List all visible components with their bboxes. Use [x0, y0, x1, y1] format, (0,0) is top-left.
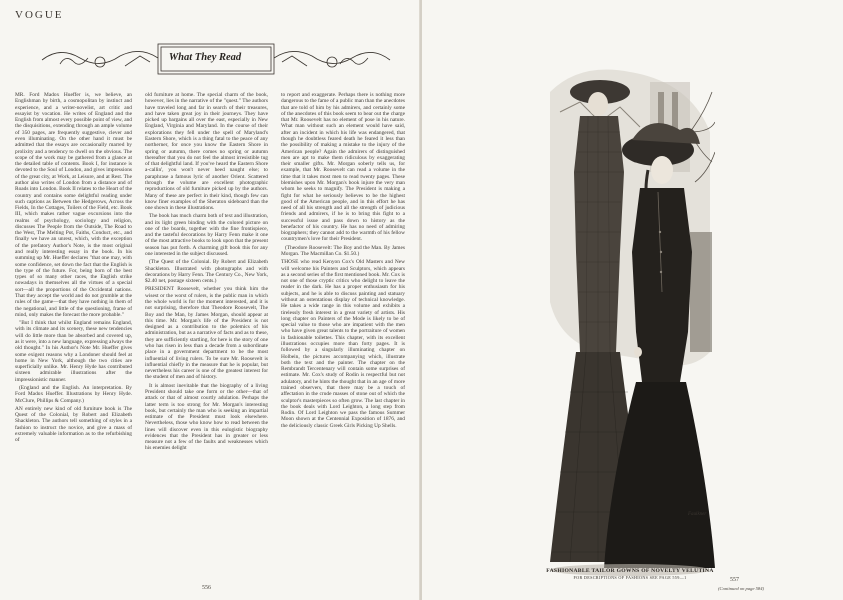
book-credit: (England and the English. An interpretation. By Ford Madox Hueffer. Illustrations by Henry Hyde. McClure, Phillips & Company.) [15, 384, 132, 404]
book-credit: (Theodore Roosevelt: The Boy and the Man. By James Morgan. The Macmillan Co. $1.50.) [281, 244, 405, 258]
column-2 [145, 92, 268, 562]
paragraph: MR. Ford Madox Hueffer is, we believe, an Englishman by birth, a cosmopolitan by instinct and experience, and a writer-novelist, art critic and essayist by vocation. He writes of England and the English from almost every possible point of view, and the disquisitions, extending through an ample volume of 350 pages, are frequently suggestive, clever and even illuminating. On the other hand it must be admitted that the essays are occasionally marred by prolixity and a tendency to dwell on the obvious. The scope of the work may be gathered from a glance at the detailed table of contents. Book I, for instance is devoted to the Soul of London, and gives impressions of the great city, at Work, at Leisure, and at Rest. The author also writes of London from a distance and of Roads into London. Book II relates to the Heart of the country and contains some delightful reading under such captions as Between the Hedgerows, Across the Fields, In the Cottages, Toilers of the Field, etc. Book III, which makes rather vague excursions into the realms of psychology, sociology and religion, discusses The People from the Outside, The Road to the West, The Melting Pot, Faiths, Conduct, etc., and finally we have an unrest, which, with the exception of the prefatory Author's Note, is the most original and really interesting essay in the book. In his summing up Mr. Hueffer declares "that one may, with some confidence, set down the fact that the English is the type of the future. For, being born of the best types of so many other races, the English strike nowadays in themselves all the virtues of a special sort—all the proportions of the Occidental nations. That they accept the world and do not grumble at the rules of the game—that they have nothing in them of the negational, and little of the questioning, frame of mind, only makes the forecast the more probable." [15, 92, 132, 318]
continued-note: (Continued on page 584) [718, 586, 765, 591]
left-page [0, 0, 420, 600]
paragraph: to report and exaggerate. Perhaps there is nothing more dangerous to the fame of a public man than the anecdotes that are told of him by his admirers, and certainly some of the anecdotes of this book seem to bear out the charge that Mr. Roosevelt has no element of pose in his nature. What man without such an element would have said, after an incident in which his life was endangered, that though he doubtless feared death he feared it less than the possibility of making a mistake to the injury of the American people? Again the admirers of distinguished men are apt to make them ridiculous by exaggerating their smaller gifts. Mr. Morgan soberly tells us, for example, that Mr. Roosevelt can read a volume in the time that it takes most men to read twenty pages. These blemishes upon Mr. Morgan's book injure the very man whom he seeks to magnify. The President is making a fight for what he seriously believes to be the highest good of the American people, and in this effort he has need of all his strength and all the strength of judicious friends and admirers, if he is to bring this fight to a successful issue and pass down to history as the benefactor of his country. He has no need of admiring biographers; they cannot add to the warmth of his fellow countrymen's love for their President. [281, 92, 405, 243]
section-title: What They Read [168, 52, 242, 63]
paragraph: old furniture at home. The special charm of the book, however, lies in the narrative of the "quest." The authors have traveled long and far in search of their treasures, and have taken great joy in their journeys. They have picked up bargains all over the east, especially in New England, Virginia and Maryland. In the course of their explorations they fell under the spell of Maryland's Eastern Shore, which is a thing fatal to the peace of any northerner, for once you know the Eastern Shore in spring or autumn, there comes no spring or autumn thereafter that you do not feel the almost irresistible tug of that delightful land. If you've heard the Eastern Shore a-callin', you won't never heed naught else; to paraphrase a famous lyric of another Orient. Scattered through the volume are excellent photographic reproductions of old furniture picked up by the authors. Many of these are perfect in their kind, though few can know finer examples of the Sheraton sideboard than the one shown in these illustrations. [145, 92, 268, 212]
right-page [422, 0, 843, 600]
paragraph: "But I think that whilst England remains England, with its climate and its scenery, these new tendencies will do little more than be absorbed and covered up, as it were, into a new language, expressing always the old thought." In his Author's Note Mr. Hueffer gives some exigent reasons why a Londoner should feel at home in New York, although the two cities are superficially unlike. Mr. Henry Hyde has contributed sixteen admirable illustrations after the impressionistic manner. [15, 320, 132, 383]
paragraph: THOSE who read Kenyon Cox's Old Masters and New will welcome his Painters and Sculptors, which appears as a second series of the first mentioned book. Mr. Cox is not one of those cryptic critics who delight to leave the reader in the dark. He has a proper enthusiasm for his subjects, and he is able to discuss painting and statuary without an ostentatious display of technical knowledge. He takes a wide range in this volume and exhibits a tirelessly fresh interest in a great variety of artists. His long chapter on Painters of the Mode is likely to be of special value to those who are impatient with the men who have given great talents to the portraiture of women in fashionable toilettes. This chapter, with its excellent illustrations occupies more than forty pages. It is followed by a singularly illuminating chapter on Holbein, the pictures accompanying which, illustrate both the text and the painter. The chapter on the Rembrandt Tercentenary will contain some surprises of estimate. Mr. Cox's study of Rodin is respectful but not adulatory, and he hints the thought that in an age of more trained observers, that there may be a touch of affectation in the crude masses of stone out of which the sculptor's masterpieces so often grow. The last chapter in the book deals with Lord Leighton, a long step from Rodin. Of Lord Leighton we pass the famous Summer Moon shown at the Centennial Exposition of 1876, and the deliciously classic Greek Girls Picking Up Shells. [281, 259, 405, 429]
illustration-caption [540, 568, 720, 580]
paragraph: AN entirely new kind of old furniture book is The Quest of the Colonial, by Robert and Elizabeth Shackleton. The authors tell something of styles in a fashion to instruct the novice, and give a mass of extremely valuable information as to the refurbishing of [15, 405, 132, 444]
masthead: VOGUE [15, 9, 64, 21]
paragraph: It is almost inevitable that the biography of a living President should take one form or the other—that of attack or that of almost courtly adulation. Perhaps the latter term is too strong for Mr. Morgan's interesting book, but certainly the man who is seeking an impartial estimate of the President must look elsewhere. Nevertheless, those who know how to read between the lines will discover even in this eulogistic biography evidences that the President has in greater or less measure not a few of the faults and weaknesses which his enemies delight [145, 382, 268, 452]
caption-subtitle: FOR DESCRIPTIONS OF FASHIONS SEE PAGE 559—1 [573, 575, 687, 580]
column-3 [281, 92, 405, 562]
page-number-left: 556 [202, 585, 211, 591]
fashion-illustration [540, 52, 715, 578]
column-1 [15, 92, 132, 562]
artist-signature: Faulkner [688, 512, 707, 517]
caption-title: FASHIONABLE TAILOR GOWNS OF NOVELTY VELUTINA [546, 568, 714, 574]
book-credit: (The Quest of the Colonial. By Robert and Elizabeth Shackleton. Illustrated with photographs and with decorations by Harry Fenn. The Century Co., New York, $2.40 net, postage sixteen cents.) [145, 259, 268, 285]
paragraph: PRESIDENT Roosevelt, whether you think him the wisest or the worst of rulers, is the public man in which the whole world is for the moment interested, and it is not surprising, therefore that Theodore Roosevelt, The Boy and the Man, by James Morgan, should appear at this time. Mr. Morgan's life of the President is not designed as a contribution to the polemics of his administration, but as a narrative of facts and as to these, they are sufficiently startling, for here is the story of one who has risen in less than a decade from a subordinate place in a government department to be the most influential of living rulers. To be sure Mr. Roosevelt is influential chiefly in the measure that he is popular, but nevertheless his career is one of the greatest interest for the student of men and of history. [145, 286, 268, 381]
paragraph: The book has much charm both of text and illustration, and its light green binding with the colored picture on one of the boards, together with the fine frontispiece, and the tasteful decorations by Harry Fenn make it one of the most attractive books to look upon that the present season has put forth. A charming gift book this for any one interested in the subject discussed. [145, 213, 268, 258]
page-number-right: 557 [730, 577, 739, 583]
